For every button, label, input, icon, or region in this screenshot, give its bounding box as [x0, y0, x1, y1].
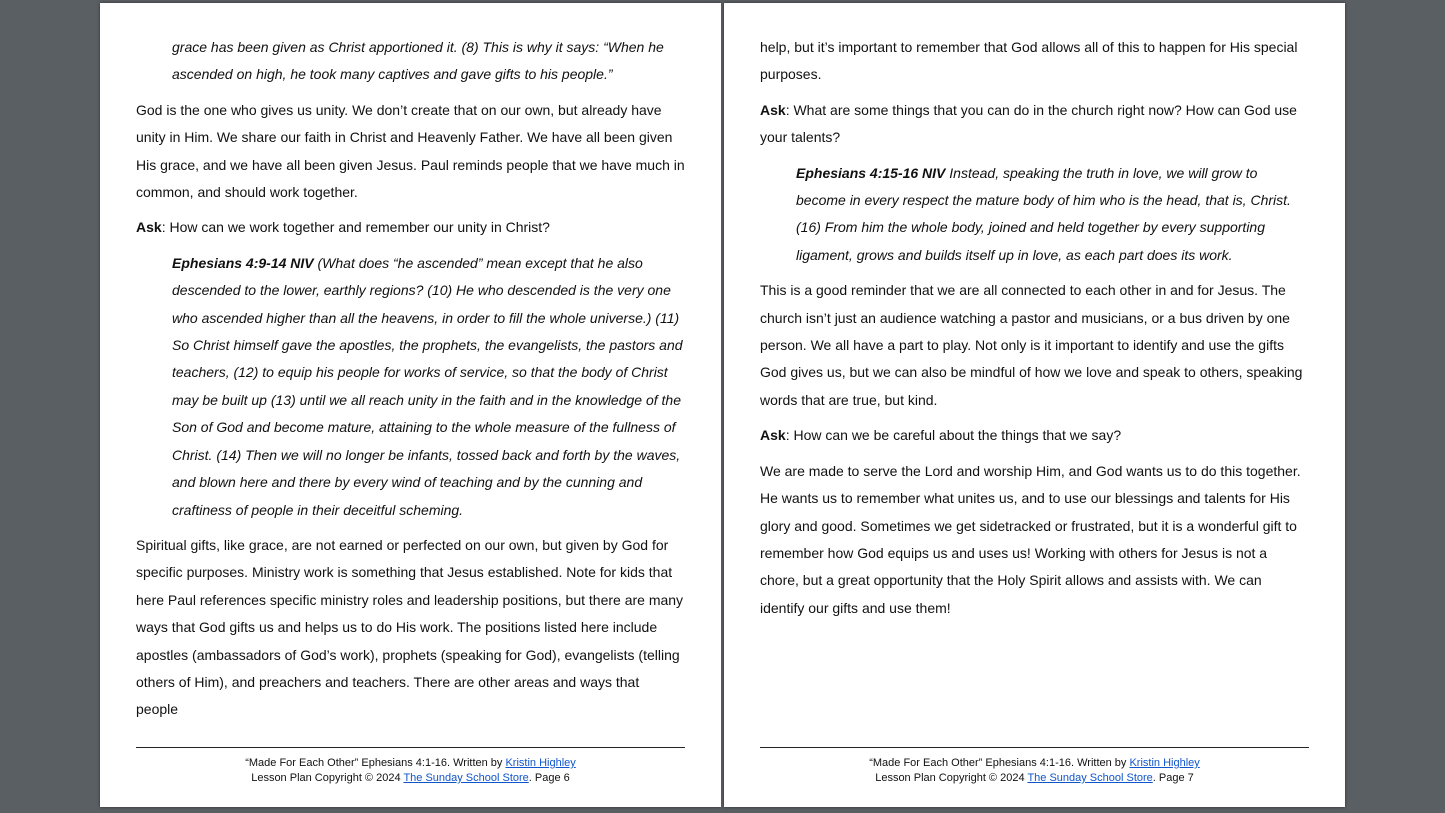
ask-question — [760, 422, 1309, 449]
scripture-quote — [172, 250, 685, 524]
page-number: . Page 7 — [1152, 772, 1194, 784]
scripture-quote — [796, 160, 1309, 270]
page-footer — [760, 747, 1309, 786]
footer-copyright-text: Lesson Plan Copyright © 2024 — [875, 772, 1028, 784]
ask-text: : How can we work together and remember our unity in Christ? — [161, 219, 550, 236]
page-6-content — [136, 34, 685, 732]
page-6 — [100, 3, 721, 807]
footer-copyright-text: Lesson Plan Copyright © 2024 — [251, 772, 404, 784]
ask-text: : How can we be careful about the things that we say? — [785, 427, 1122, 444]
ask-label: Ask — [760, 427, 786, 444]
footer-line-1 — [136, 756, 685, 771]
page-footer — [136, 747, 685, 786]
store-link[interactable]: The Sunday School Store — [403, 772, 529, 784]
store-link[interactable]: The Sunday School Store — [1027, 772, 1153, 784]
page-number: . Page 6 — [528, 772, 570, 784]
page-7 — [724, 3, 1345, 807]
footer-line-1 — [760, 756, 1309, 771]
ask-label: Ask — [136, 219, 162, 236]
author-link[interactable]: Kristin Highley — [1129, 757, 1200, 769]
author-link[interactable]: Kristin Highley — [505, 757, 576, 769]
body-paragraph: We are made to serve the Lord and worship Him, and God wants us to do this together. He wants us to remember what unites us, and to use our blessings and talents for His glory and good. Sometimes we get sidetracked or frustrated, but it is a wonderful gift to remember how God equips us and uses us! Working with others for Jesus is not a chore, but a great opportunity that the Holy Spirit allows and assists with. We can identify our gifts and use them! — [760, 462, 1301, 616]
scripture-reference: Ephesians 4:9-14 NIV — [172, 254, 314, 271]
scripture-quote-continued: grace has been given as Christ apportioned it. (8) This is why it says: “When he ascended on high, he took many captives and gave gifts to his people.” — [172, 39, 664, 83]
ask-question — [136, 214, 685, 241]
footer-line-2 — [136, 771, 685, 786]
body-paragraph: This is a good reminder that we are all connected to each other in and for Jesus. The church isn’t just an audience watching a pastor and musicians, or a bus driven by one person. We all have a part to play. Not only is it important to identify and use the gifts God gives us, but we can also be mindful of how we love and speak to others, speaking words that are true, but kind. — [760, 282, 1303, 408]
ask-text: : What are some things that you can do in the church right now? How can God use your talents? — [760, 101, 1297, 146]
scripture-text: Instead, speaking the truth in love, we will grow to become in every respect the mature body of him who is the head, that is, Christ. (16) From him the whole body, joined and held together by every supporting ligament, grows and builds itself up in love, as each part does its work. — [796, 164, 1291, 263]
ask-label: Ask — [760, 101, 786, 118]
body-paragraph-continued: help, but it’s important to remember that God allows all of this to happen for His special purposes. — [760, 39, 1298, 83]
scripture-text: (What does “he ascended” mean except that he also descended to the lower, earthly regions? (10) He who descended is the very one who ascended higher than all the heavens, in order to fill the whole universe.) (11) So Christ himself gave the apostles, the prophets, the evangelists, the pastors and teachers, (12) to equip his people for works of service, so that the body of Christ may be built up (13) until we all reach unity in the faith and in the knowledge of the Son of God and become mature, attaining to the whole measure of the fullness of Christ. (14) Then we will no longer be infants, tossed back and forth by the waves, and blown here and there by every wind of teaching and by the cunning and craftiness of people in their deceitful scheming. — [172, 254, 683, 518]
footer-title-text: “Made For Each Other” Ephesians 4:1-16. Written by — [245, 757, 506, 769]
scripture-reference: Ephesians 4:15-16 NIV — [796, 164, 946, 181]
footer-title-text: “Made For Each Other” Ephesians 4:1-16. Written by — [869, 757, 1130, 769]
body-paragraph: God is the one who gives us unity. We don’t create that on our own, but already have unity in Him. We share our faith in Christ and Heavenly Father. We have all been given His grace, and we have all been given Jesus. Paul reminds people that we have much in common, and should work together. — [136, 101, 685, 201]
body-paragraph: Spiritual gifts, like grace, are not earned or perfected on our own, but given by God for specific purposes. Ministry work is something that Jesus established. Note for kids that here Paul references specific ministry roles and leadership positions, but there are many ways that God gifts us and helps us to do His work. The positions listed here include apostles (ambassadors of God’s work), prophets (speaking for God), evangelists (telling others of Him), and preachers and teachers. There are other areas and ways that people — [136, 536, 684, 718]
page-7-content — [760, 34, 1309, 630]
ask-question — [760, 97, 1309, 152]
footer-line-2 — [760, 771, 1309, 786]
